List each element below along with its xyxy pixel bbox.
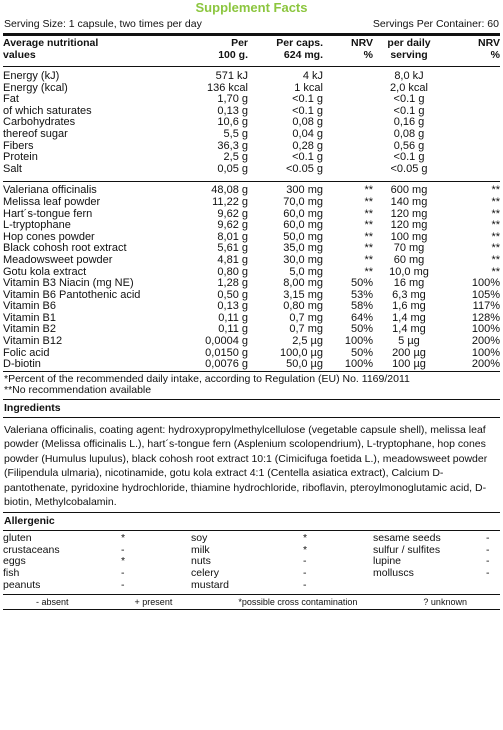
table-cell: * bbox=[121, 532, 126, 544]
table-row bbox=[3, 301, 500, 313]
nutrition-header bbox=[3, 36, 500, 61]
table-cell: 30,0 mg bbox=[283, 254, 323, 266]
table-row bbox=[3, 568, 500, 580]
header-per-caps: Per caps. 624 mg. bbox=[276, 37, 323, 61]
table-cell: ** bbox=[491, 231, 500, 243]
table-cell: - bbox=[303, 556, 307, 568]
table-cell: ** bbox=[491, 208, 500, 220]
table-cell: 117% bbox=[472, 301, 500, 313]
table-cell: 58% bbox=[350, 301, 373, 313]
table-cell bbox=[323, 152, 373, 164]
table-cell: ** bbox=[491, 220, 500, 232]
table-cell bbox=[445, 117, 500, 129]
table-cell: ** bbox=[364, 231, 373, 243]
table-cell: 200% bbox=[471, 359, 500, 371]
table-row bbox=[3, 255, 500, 267]
table-cell: 50,0 µg bbox=[286, 359, 323, 371]
table-cell: 0,13 g bbox=[217, 105, 248, 117]
table-cell bbox=[323, 83, 373, 95]
table-cell: gluten bbox=[3, 532, 32, 544]
table-cell: 53% bbox=[350, 289, 373, 301]
table-cell: 1 kcal bbox=[294, 82, 323, 94]
table-cell: 128% bbox=[471, 312, 500, 324]
table-cell: 0,13 g bbox=[217, 301, 248, 313]
table-cell: D-biotin bbox=[3, 359, 41, 371]
table-cell: 60 mg bbox=[393, 254, 425, 266]
table-cell bbox=[323, 164, 373, 176]
serving-size: Serving Size: 1 capsule, two times per day bbox=[4, 18, 202, 30]
table-cell: nuts bbox=[191, 556, 211, 568]
table-cell: 0,28 g bbox=[292, 140, 323, 152]
table-cell: 8,0 kJ bbox=[394, 71, 424, 82]
footnotes bbox=[3, 372, 500, 399]
table-cell: 100 µg bbox=[392, 359, 426, 371]
table-cell: 100% bbox=[344, 336, 373, 348]
table-cell: ** bbox=[491, 266, 500, 278]
table-cell: - bbox=[486, 556, 490, 568]
table-cell: 0,08 g bbox=[393, 128, 425, 140]
table-cell: 300 mg bbox=[286, 185, 323, 197]
table-cell bbox=[445, 94, 500, 106]
table-cell: 8,01 g bbox=[217, 231, 248, 243]
table-cell: 100% bbox=[471, 347, 500, 359]
table-row bbox=[3, 220, 500, 232]
table-cell: 60,0 mg bbox=[283, 220, 323, 232]
table-cell: Carbohydrates bbox=[3, 117, 76, 129]
table-row bbox=[3, 185, 500, 197]
table-cell: 1,4 mg bbox=[392, 324, 426, 336]
table-cell: 64% bbox=[350, 312, 373, 324]
table-row bbox=[3, 141, 500, 153]
header-nrv-1: NRV % bbox=[351, 37, 373, 61]
table-cell: 1,28 g bbox=[217, 278, 248, 290]
table-cell: <0.05 g bbox=[390, 163, 428, 175]
table-cell: Vitamin B2 bbox=[3, 324, 56, 336]
table-cell: 2,0 kcal bbox=[390, 82, 428, 94]
table-cell: 100% bbox=[471, 278, 500, 290]
table-cell: 9,62 g bbox=[217, 220, 248, 232]
table-cell: 100% bbox=[344, 359, 373, 371]
table-row bbox=[3, 197, 500, 209]
serving-info bbox=[3, 16, 500, 32]
table-cell: * bbox=[121, 556, 126, 568]
table-row bbox=[3, 232, 500, 244]
table-cell: 60,0 mg bbox=[283, 208, 323, 220]
table-cell: celery bbox=[191, 567, 220, 579]
table-row bbox=[3, 278, 500, 290]
table-cell: Gotu kola extract bbox=[3, 266, 87, 278]
table-cell: <0.05 g bbox=[285, 163, 323, 175]
table-cell: 140 mg bbox=[390, 196, 428, 208]
table-cell bbox=[323, 106, 373, 118]
table-cell: Black cohosh root extract bbox=[3, 243, 127, 255]
table-cell: 0,0004 g bbox=[205, 336, 248, 348]
table-cell bbox=[486, 580, 500, 592]
table-cell: - bbox=[486, 544, 490, 556]
table-cell: ** bbox=[491, 196, 500, 208]
table-cell: 50% bbox=[350, 324, 373, 336]
table-cell: Energy (kJ) bbox=[3, 71, 60, 82]
table-cell: ** bbox=[364, 254, 373, 266]
table-cell: 4,81 g bbox=[217, 254, 248, 266]
table-cell: ** bbox=[364, 196, 373, 208]
table-cell: 48,08 g bbox=[211, 185, 248, 197]
table-cell: Hart´s-tongue fern bbox=[3, 208, 93, 220]
table-cell: ** bbox=[364, 208, 373, 220]
table-cell: Protein bbox=[3, 152, 38, 164]
table-cell: ** bbox=[364, 185, 373, 197]
legend-present: + present bbox=[134, 597, 173, 608]
table-cell: 11,22 g bbox=[212, 196, 248, 208]
table-row bbox=[3, 152, 500, 164]
table-row bbox=[3, 94, 500, 106]
table-cell bbox=[445, 83, 500, 95]
table-cell: - bbox=[121, 567, 125, 579]
table-row bbox=[3, 556, 500, 568]
table-row bbox=[3, 348, 500, 360]
table-cell: Salt bbox=[3, 163, 22, 175]
table-row bbox=[3, 129, 500, 141]
table-cell: sesame seeds bbox=[373, 532, 441, 544]
table-row bbox=[3, 106, 500, 118]
table-row bbox=[3, 336, 500, 348]
table-cell: 50% bbox=[350, 278, 373, 290]
table-cell: Meadowsweet powder bbox=[3, 254, 113, 266]
allergen-legend bbox=[3, 595, 500, 609]
servings-per-container: Servings Per Container: 60 bbox=[372, 18, 499, 30]
table-cell bbox=[445, 129, 500, 141]
table-cell: 36,3 g bbox=[217, 140, 248, 152]
table-cell bbox=[323, 117, 373, 129]
table-cell: ** bbox=[364, 266, 373, 278]
table-cell: lupine bbox=[373, 556, 402, 568]
table-cell: Vitamin B12 bbox=[3, 336, 63, 348]
table-cell: Vitamin B3 Niacin (mg NE) bbox=[3, 278, 134, 290]
divider bbox=[3, 609, 500, 610]
table-cell: 0,80 g bbox=[217, 266, 248, 278]
header-daily-serving: per daily serving bbox=[387, 37, 431, 61]
table-cell: 100 mg bbox=[390, 231, 428, 243]
footnote-nrv: *Percent of the recommended daily intake, according to Regulation (EU) No. 1169/2011 bbox=[4, 372, 410, 385]
table-cell: 0,05 g bbox=[217, 163, 248, 175]
table-cell: 120 mg bbox=[390, 220, 428, 232]
legend-cross-contamination: *possible cross contamination bbox=[238, 597, 358, 608]
table-cell: 100,0 µg bbox=[279, 347, 323, 359]
table-cell: 3,15 mg bbox=[283, 289, 323, 301]
table-cell: 2,5 g bbox=[223, 152, 248, 164]
table-cell: 0,50 g bbox=[217, 289, 248, 301]
table-cell: Vitamin B6 bbox=[3, 301, 56, 313]
table-row bbox=[3, 117, 500, 129]
table-row bbox=[3, 83, 500, 95]
table-cell: soy bbox=[191, 532, 208, 544]
table-cell: 0,0150 g bbox=[205, 347, 248, 359]
table-cell: ** bbox=[491, 185, 500, 197]
table-cell: mustard bbox=[191, 579, 229, 591]
table-cell: ** bbox=[491, 254, 500, 266]
header-nrv-2: NRV % bbox=[478, 37, 500, 61]
table-cell: * bbox=[303, 532, 308, 544]
table-cell: 1,70 g bbox=[217, 94, 248, 106]
table-cell: 0,16 g bbox=[393, 117, 425, 129]
table-cell: crustaceans bbox=[3, 544, 60, 556]
table-cell bbox=[323, 94, 373, 106]
table-cell: 70,0 mg bbox=[283, 196, 323, 208]
table-cell: 0,11 g bbox=[218, 324, 248, 336]
table-cell: of which saturates bbox=[3, 105, 92, 117]
table-cell bbox=[445, 106, 500, 118]
table-row bbox=[3, 267, 500, 279]
table-row bbox=[3, 313, 500, 325]
table-cell: 200% bbox=[471, 336, 500, 348]
table-row bbox=[3, 324, 500, 336]
table-cell: 600 mg bbox=[390, 185, 428, 197]
table-cell: 16 mg bbox=[393, 278, 425, 290]
table-cell: <0.1 g bbox=[393, 94, 425, 106]
table-row bbox=[3, 533, 500, 545]
table-cell: molluscs bbox=[373, 567, 414, 579]
table-cell: 5,61 g bbox=[217, 243, 248, 255]
table-cell: - bbox=[121, 579, 125, 591]
table-cell: 50% bbox=[350, 347, 373, 359]
allergenic-title: Allergenic bbox=[4, 514, 55, 527]
ingredients-title: Ingredients bbox=[4, 401, 61, 414]
table-cell: Vitamin B1 bbox=[3, 312, 56, 324]
table-cell: 105% bbox=[471, 289, 500, 301]
table-cell: 8,00 mg bbox=[283, 278, 323, 290]
table-cell: 2,5 µg bbox=[292, 336, 323, 348]
table-cell: 0,11 g bbox=[218, 312, 248, 324]
table-row bbox=[3, 71, 500, 83]
table-cell: Fat bbox=[3, 94, 19, 106]
table-cell: * bbox=[303, 544, 308, 556]
table-cell: 6,3 mg bbox=[392, 289, 426, 301]
table-cell: 136 kcal bbox=[207, 82, 248, 94]
table-cell bbox=[445, 71, 500, 83]
table-cell bbox=[323, 129, 373, 141]
table-cell: 0,08 g bbox=[292, 117, 323, 129]
table-cell: <0.1 g bbox=[393, 152, 425, 164]
table-cell: 35,0 mg bbox=[283, 243, 323, 255]
table-cell: eggs bbox=[3, 556, 26, 568]
table-cell: ** bbox=[364, 243, 373, 255]
table-cell bbox=[445, 164, 500, 176]
table-cell: fish bbox=[3, 567, 20, 579]
table-cell: - bbox=[486, 567, 490, 579]
table-cell: Hop cones powder bbox=[3, 231, 95, 243]
table-cell: - bbox=[303, 579, 307, 591]
table-cell bbox=[323, 141, 373, 153]
ingredients-text: Valeriana officinalis, coating agent: hydroxypropylmethylcellulose (vegetable capsule shell), melissa leaf powder (Melissa officinalis L.), hart´s-tongue fern (Asplenium scolopendrium), L-tryptophane, hop cones powder (Humulus lupulus), black cohosh root extract 10:1 (Cimicifuga foetida L.), meadowsweet powder (Filipendula ulmaria), nicotinamide, gotu kola extract 4:1 (Centella asiatica extract), Calcium D-pantothenate, pyridoxine hydrochloride, thiamine hydrochloride, riboflavin, pteroylmonoglutamic acid, D-biotin, Methylcobalamin. bbox=[4, 423, 488, 509]
table-cell: 0,56 g bbox=[393, 140, 425, 152]
legend-unknown: ? unknown bbox=[423, 597, 467, 608]
table-cell: 1,6 mg bbox=[392, 301, 426, 313]
table-cell: 571 kJ bbox=[215, 71, 248, 82]
table-cell: <0.1 g bbox=[292, 105, 323, 117]
table-row bbox=[3, 359, 500, 371]
table-row bbox=[3, 209, 500, 221]
table-cell: Vitamin B6 Pantothenic acid bbox=[3, 289, 141, 301]
table-cell: 1,4 mg bbox=[392, 312, 426, 324]
table-cell: Fibers bbox=[3, 140, 34, 152]
table-row bbox=[3, 290, 500, 302]
table-cell: ** bbox=[491, 243, 500, 255]
label-title: Supplement Facts bbox=[195, 0, 308, 15]
table-cell: <0.1 g bbox=[292, 152, 323, 164]
table-cell: 5,5 g bbox=[223, 128, 248, 140]
table-cell: 200 µg bbox=[392, 347, 426, 359]
table-cell: Energy (kcal) bbox=[3, 82, 68, 94]
table-cell: 5,0 mg bbox=[289, 266, 323, 278]
table-cell: 0,0076 g bbox=[205, 359, 248, 371]
table-cell: 4 kJ bbox=[302, 71, 323, 82]
allergen-table bbox=[3, 533, 500, 592]
table-cell bbox=[323, 71, 373, 83]
table-row bbox=[3, 164, 500, 176]
table-row bbox=[3, 580, 500, 592]
table-row bbox=[3, 545, 500, 557]
table-cell: - bbox=[303, 567, 307, 579]
table-cell: 100% bbox=[471, 324, 500, 336]
table-cell: ** bbox=[364, 220, 373, 232]
table-cell bbox=[445, 141, 500, 153]
table-cell: - bbox=[486, 532, 490, 544]
header-values: Average nutritional values bbox=[3, 37, 99, 61]
table-cell: 10,6 g bbox=[217, 117, 248, 129]
table-cell: peanuts bbox=[3, 579, 41, 591]
table-cell: 50,0 mg bbox=[283, 231, 323, 243]
table-cell: <0.1 g bbox=[393, 105, 425, 117]
table-cell: 0,7 mg bbox=[289, 324, 323, 336]
table-row bbox=[3, 243, 500, 255]
table-cell: - bbox=[121, 544, 125, 556]
table-cell: <0.1 g bbox=[292, 94, 323, 106]
table-cell: 70 mg bbox=[393, 243, 425, 255]
table-cell: Melissa leaf powder bbox=[3, 196, 101, 208]
ingredient-table bbox=[3, 185, 500, 371]
table-cell: L-tryptophane bbox=[3, 220, 71, 232]
footnote-no-recommendation: **No recommendation available bbox=[4, 383, 152, 396]
header-per-100g: Per 100 g. bbox=[218, 37, 248, 61]
table-cell: thereof sugar bbox=[3, 128, 68, 140]
table-cell: 5 µg bbox=[398, 336, 420, 348]
nutrition-table bbox=[3, 71, 500, 175]
table-cell: Valeriana officinalis bbox=[3, 185, 97, 197]
table-cell: Folic acid bbox=[3, 347, 50, 359]
table-cell: milk bbox=[191, 544, 210, 556]
table-cell: 0,7 mg bbox=[289, 312, 323, 324]
table-cell: 120 mg bbox=[390, 208, 428, 220]
table-cell: 10,0 mg bbox=[389, 266, 429, 278]
table-cell: 0,04 g bbox=[292, 128, 323, 140]
legend-absent: - absent bbox=[36, 597, 69, 608]
table-cell: sulfur / sulfites bbox=[373, 544, 441, 556]
table-cell bbox=[373, 580, 486, 592]
table-cell bbox=[445, 152, 500, 164]
table-cell: 9,62 g bbox=[217, 208, 248, 220]
table-cell: 0,80 mg bbox=[283, 301, 323, 313]
